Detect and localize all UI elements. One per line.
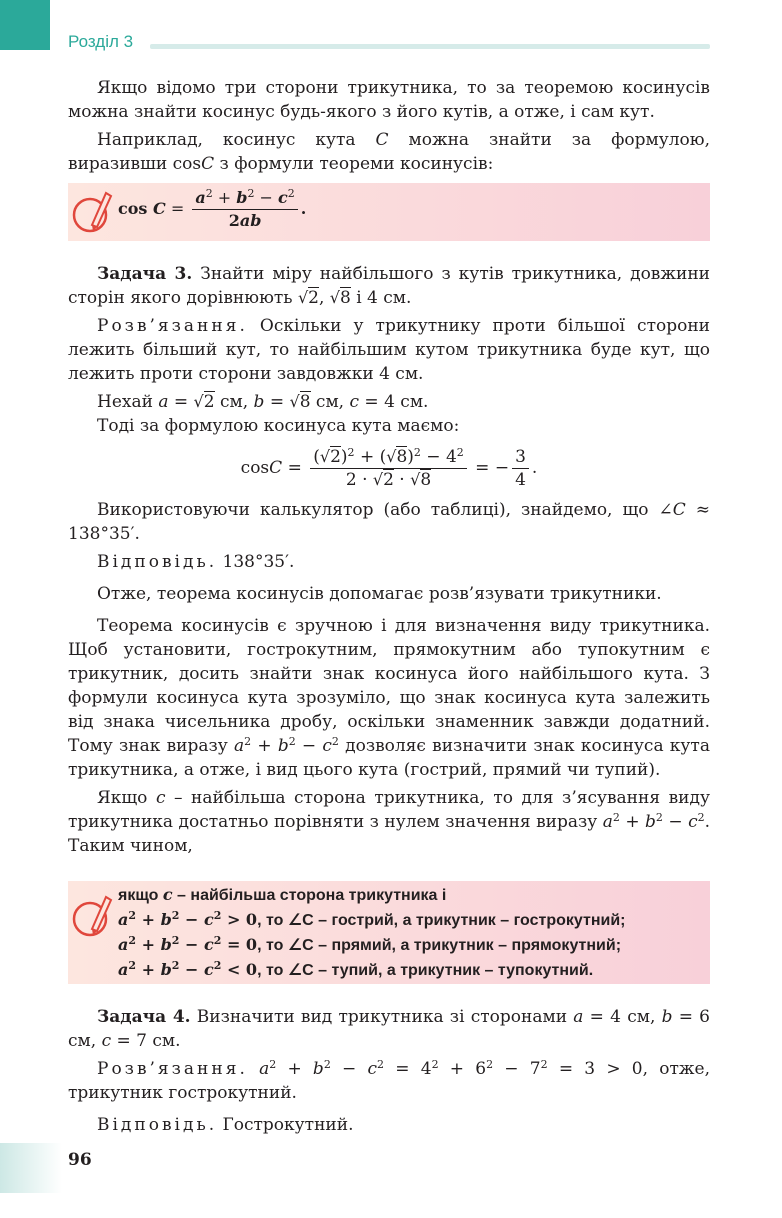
task3-block (68, 262, 710, 858)
header-line (150, 44, 710, 49)
cosine-formula: cos C = $\frac{a^2 + b^2 - c^2}{2ab}$ . (118, 187, 307, 230)
intro-paragraph-2: Наприклад, косинус кута C можна знайти за формулою, виразивши cosC з формули теореми косинусів: (68, 130, 710, 174)
task3-solution: Розв’язання. Оскільки у трикутнику проти більшої сторони лежить більший кут, то найбільшим кутом трикутника буде кут, що лежить проти сторони завдовжки 4 см. (68, 316, 710, 384)
pencil-circle-icon (70, 891, 114, 941)
theory-paragraph-1: Теорема косинусів є зручною і для визначення виду трикутника. Щоб установити, гострокутним, прямокутним або тупокутним є трикутник, досить знайти знак косинуса його найбільшого кута. З формули косинуса кута зрозуміло, що знак косинуса кута залежить від знака чисельника дробу, оскільки знаменник завжди додатний. Тому знак виразу $a^2 + b^2 - c^2$ дозволяє визначити знак косинуса кута трикутника, а отже, і вид цього кута (гострий, прямий чи тупий). (68, 616, 710, 780)
task3-calc: Використовуючи калькулятор (або таблиці), знайдемо, що ∠C ≈ 138°35′. (68, 500, 710, 544)
rule-line-right: $a^2 + b^2 - c^2 = 0$, то ∠C – прямий, а трикутник – прямокутний; (118, 934, 622, 954)
task4-statement: Задача 4. Визначити вид трикутника зі сторонами a = 4 см, b = 6 см, c = 7 см. (68, 1007, 710, 1051)
page-number: 96 (68, 1150, 92, 1170)
cosine-formula-box (68, 183, 710, 241)
intro-paragraph-1: Якщо відомо три сторони трикутника, то за теоремою косинусів можна знайти косинус будь-якого з його кутів, а отже, і сам кут. (68, 78, 710, 122)
rule-line-1: якщо c – найбільша сторона трикутника і (118, 885, 447, 904)
corner-tab (0, 0, 50, 50)
intro-block (68, 76, 710, 176)
pencil-circle-icon (70, 187, 114, 237)
task3-let: Нехай a = √2 см, b = √8 см, c = 4 см. (97, 392, 429, 412)
task3-answer: Відповідь. 138°35′. (97, 552, 295, 572)
triangle-type-rule-box (68, 881, 710, 984)
footer-gradient (0, 1143, 62, 1193)
task4-answer: Відповідь. Гострокутний. (97, 1115, 354, 1135)
rule-line-acute: $a^2 + b^2 - c^2 > 0$, то ∠C – гострий, а трикутник – гострокутний; (118, 909, 626, 929)
theory-paragraph-2: Якщо c – найбільша сторона трикутника, то для з’ясування виду трикутника достатньо порівняти з нулем значення виразу $a^2 + b^2 - c^2$. Таким чином, (68, 788, 710, 856)
rule-lines (118, 883, 626, 983)
rule-line-obtuse: $a^2 + b^2 - c^2 < 0$, то ∠C – тупий, а трикутник – тупокутний. (118, 959, 594, 979)
task3-statement: Задача 3. Знайти міру найбільшого з кутів трикутника, довжини сторін якого дорівнюють √2, √8 і 4 см. (68, 264, 711, 308)
task4-block (68, 1005, 710, 1137)
task3-formula-intro: Тоді за формулою косинуса кута маємо: (97, 416, 460, 436)
task3-computation: cosC = $\frac{(√2)^2 + (√8)^2 - 4^2}{2 \cdot √2 \cdot √8}$ = − $\frac{3}{4}$ . (240, 446, 538, 490)
task4-solution: Розв’язання. $a^2 + b^2 - c^2 = 4^2 + 6^2 - 7^2 = 3 > 0$, отже, трикутник гострокутний. (68, 1058, 710, 1103)
section-label: Розділ 3 (68, 32, 134, 51)
conclusion: Отже, теорема косинусів допомагає розв’язувати трикутники. (97, 584, 662, 604)
